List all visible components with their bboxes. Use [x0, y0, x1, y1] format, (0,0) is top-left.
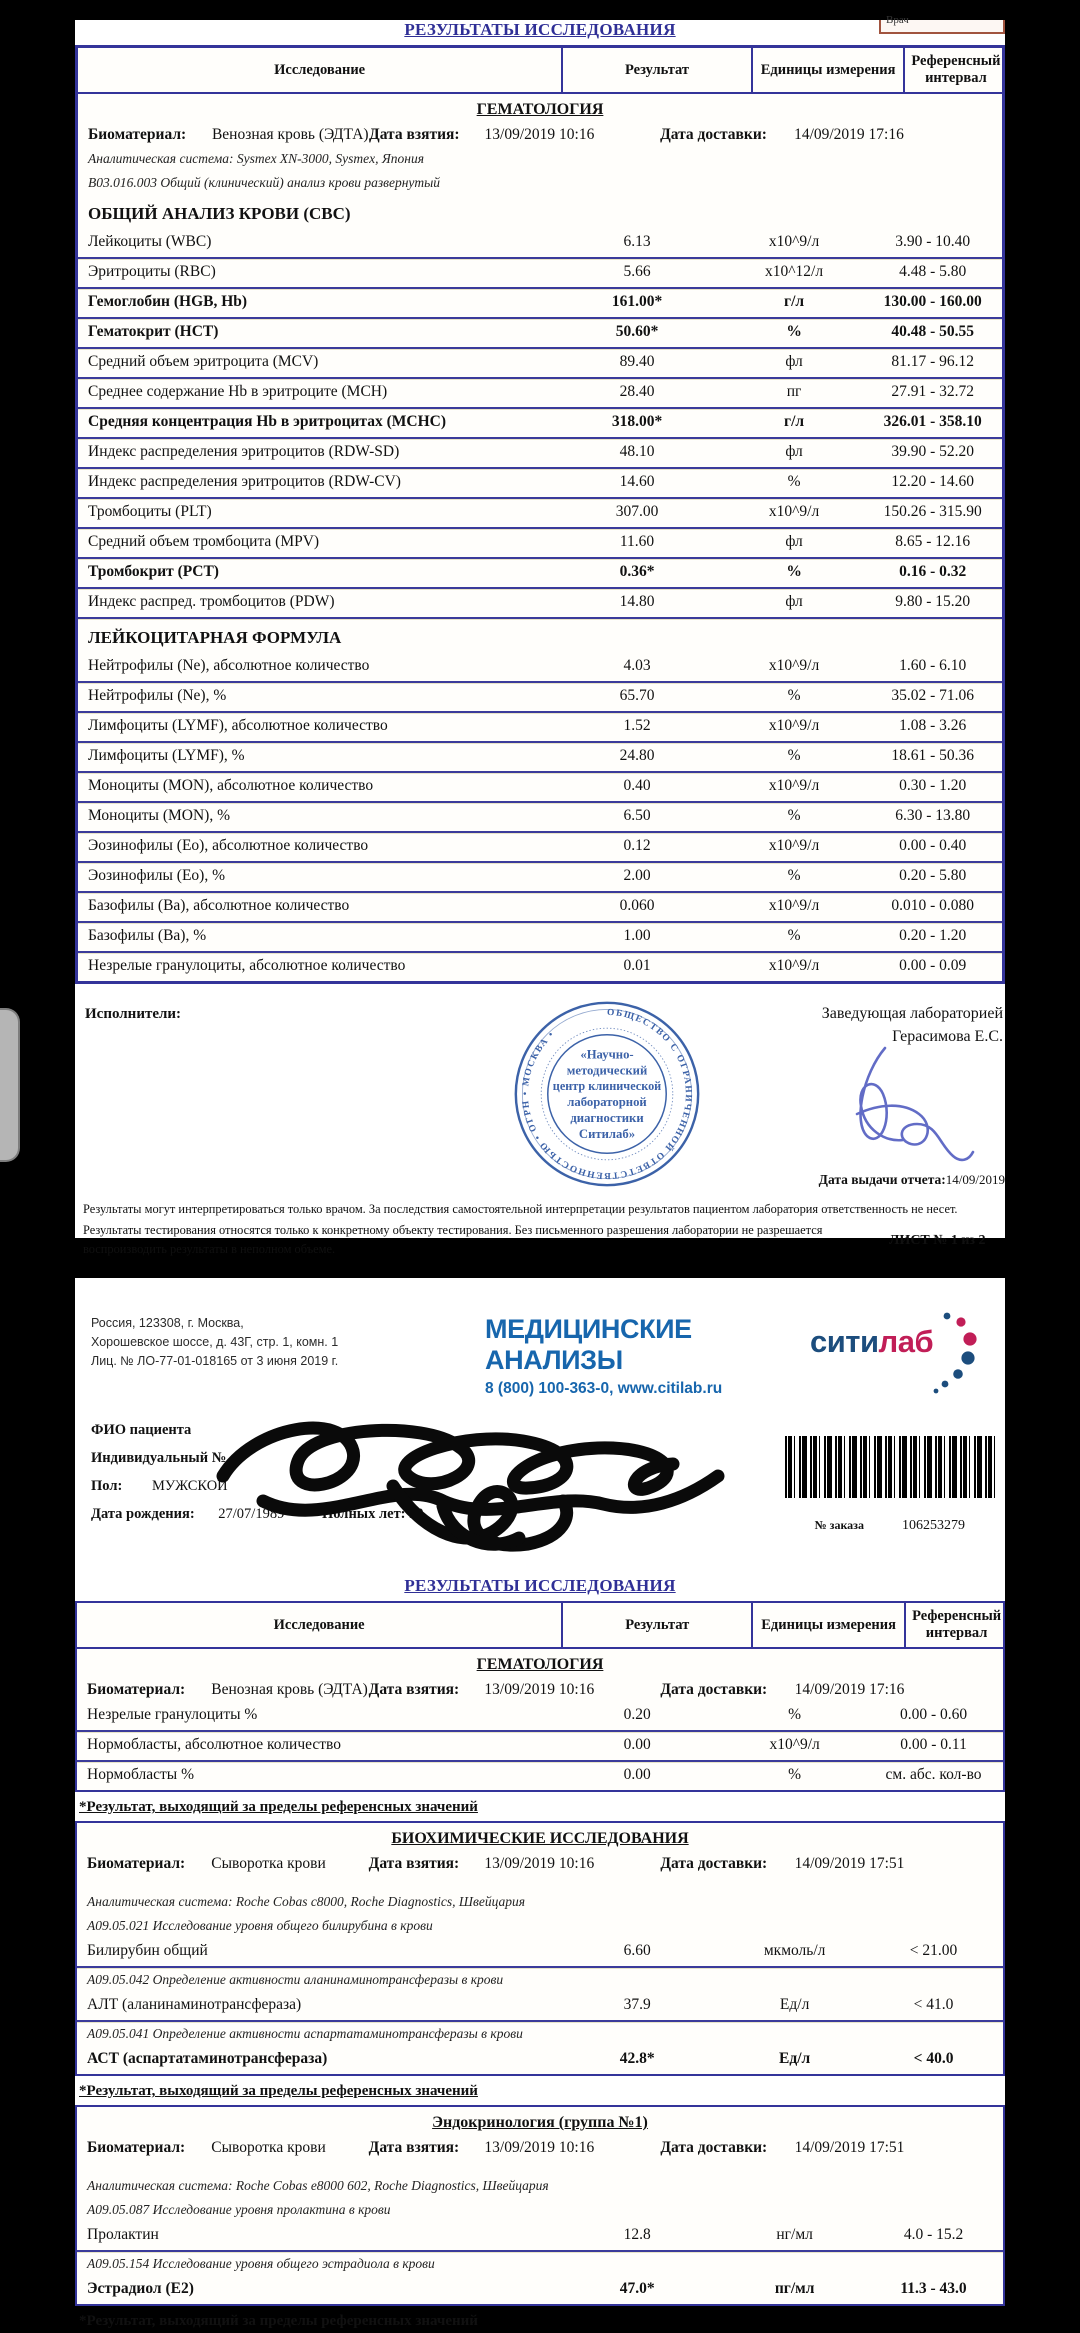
units-value: г/л — [784, 293, 805, 310]
units-value: х10^9/л — [768, 233, 820, 250]
section-header-row: ГЕМАТОЛОГИЯ — [476, 1656, 604, 1673]
method-note-row: А09.05.154 Исследование уровня общего эстрадиола в крови — [87, 2256, 435, 2271]
result-row — [78, 653, 1002, 683]
units-value: % — [788, 1766, 802, 1783]
analyte-name: Нормобласты % — [87, 1766, 194, 1783]
units-value: фл — [785, 533, 803, 550]
analyte-name: Тромбоциты (PLT) — [88, 503, 212, 520]
stamp-ring-text: ОБЩЕСТВО С ОГРАНИЧЕННОЙ ОТВЕТСТВЕННОСТЬЮ • ОГРН • МОСКВА • — [520, 1007, 693, 1180]
reference-interval: < 40.0 — [913, 2050, 954, 2067]
analyte-name: Индекс распределения эритроцитов (RDW-CV) — [88, 473, 401, 490]
reference-interval: 0.20 - 1.20 — [899, 927, 967, 944]
analyte-name: Эозинофилы (Eo), абсолютное количество — [88, 837, 369, 854]
result-row — [78, 499, 1002, 529]
reference-interval: 1.08 - 3.26 — [899, 717, 967, 734]
reference-interval: 40.48 - 50.55 — [891, 323, 975, 340]
result-value: 14.80 — [619, 593, 655, 610]
result-value: 318.00* — [611, 413, 663, 430]
analyte-name: Лимфоциты (LYMF), абсолютное количество — [88, 717, 388, 734]
reference-interval: 0.00 - 0.60 — [899, 1706, 968, 1723]
head-of-lab-title: Заведующая лабораторией — [821, 1005, 1003, 1022]
analyte-name: Индекс распред. тромбоцитов (PDW) — [88, 593, 335, 610]
units-value: Ед/л — [779, 2050, 811, 2067]
analyte-name: АСТ (аспартатаминотрансфераза) — [87, 2050, 328, 2067]
doctor-field-cutoff — [879, 14, 1005, 34]
result-row — [78, 379, 1002, 409]
order-barcode — [785, 1436, 997, 1498]
viewer-scroll-handle[interactable] — [0, 1008, 20, 1162]
reference-interval: 12.20 - 14.60 — [891, 473, 975, 490]
svg-text:ОБЩЕСТВО С ОГРАНИЧЕННОЙ ОТВЕТС — [521, 1008, 693, 1180]
result-row — [77, 2276, 1003, 2304]
result-value: 0.20 — [623, 1706, 651, 1723]
group-header-row: ЛЕЙКОЦИТАРНАЯ ФОРМУЛА — [88, 628, 342, 647]
reference-interval: 326.01 - 358.10 — [883, 413, 982, 430]
column-header: Единицы измерения — [751, 1603, 904, 1647]
report-date-value: 14/09/2019 — [945, 1172, 1005, 1187]
analyte-name: Моноциты (MON), абсолютное количество — [88, 777, 374, 794]
units-value: % — [786, 323, 802, 340]
result-value: 307.00 — [615, 503, 659, 520]
analyte-name: Билирубин общий — [87, 1942, 208, 1959]
reference-interval: 0.010 - 0.080 — [891, 897, 975, 914]
table-header-row — [78, 48, 1002, 94]
section-header-row: БИОХИМИЧЕСКИЕ ИССЛЕДОВАНИЯ — [391, 1830, 689, 1847]
analyte-name: Гематокрит (HCT) — [88, 323, 219, 340]
result-row — [78, 743, 1002, 773]
analyte-name: Лимфоциты (LYMF), % — [88, 747, 245, 764]
analyte-name: Эстрадиол (E2) — [87, 2280, 194, 2297]
result-row — [78, 349, 1002, 379]
analyte-name: Нейтрофилы (Ne), % — [88, 687, 227, 704]
analyte-name: АЛТ (аланинаминотрансфераза) — [87, 1996, 302, 2013]
units-value: х10^9/л — [769, 1736, 820, 1753]
result-row — [77, 1702, 1003, 1732]
analyte-name: Гемоглобин (HGB, Hb) — [88, 293, 248, 310]
reference-interval: 0.00 - 0.40 — [899, 837, 967, 854]
units-value: мкмоль/л — [763, 1942, 826, 1959]
stamp-line: лабораторной — [567, 1095, 647, 1110]
reference-interval: 11.3 - 43.0 — [900, 2280, 967, 2297]
result-row — [78, 713, 1002, 743]
lab-address — [75, 1314, 421, 1398]
head-of-lab-block — [822, 1002, 1003, 1048]
result-row — [78, 289, 1002, 319]
section-header-row: ГЕМАТОЛОГИЯ — [476, 101, 604, 118]
column-header: Исследование — [274, 61, 366, 78]
patient-birth-value: 27/07/1989 — [218, 1506, 285, 1522]
column-header: Референсный интервал — [903, 48, 1006, 92]
stamp-line: «Научно- — [580, 1047, 634, 1062]
column-header: Результат — [561, 1603, 751, 1647]
order-number-block — [815, 1518, 965, 1534]
analyte-name: Лейкоциты (WBC) — [88, 233, 212, 250]
result-value: 0.060 — [619, 897, 655, 914]
analyte-name: Эозинофилы (Eo), % — [88, 867, 226, 884]
result-value: 89.40 — [619, 353, 655, 370]
reference-interval: 81.17 - 96.12 — [891, 353, 975, 370]
method-note-row: В03.016.003 Общий (клинический) анализ крови развернутый — [88, 175, 441, 190]
address-line: Россия, 123308, г. Москва, — [91, 1316, 244, 1330]
reference-interval: см. абс. кол-во — [885, 1766, 982, 1783]
result-row — [78, 409, 1002, 439]
result-row — [78, 893, 1002, 923]
result-value: 65.70 — [619, 687, 655, 704]
address-line: Хорошевское шоссе, д. 43Г, стр. 1, комн. 1 — [91, 1334, 339, 1349]
reference-interval: 39.90 - 52.20 — [891, 443, 975, 460]
result-value: 1.52 — [623, 717, 651, 734]
stamp-line: диагностики — [570, 1111, 644, 1126]
result-row — [77, 1762, 1003, 1790]
results-table-biochemistry — [75, 1821, 1005, 2076]
analyte-name: Средний объем тромбоцита (MPV) — [88, 533, 320, 550]
order-number-value: 106253279 — [902, 1518, 965, 1533]
method-note-row: Аналитическая система: Sysmex XN-3000, Sysmex, Япония — [88, 151, 425, 166]
result-row — [78, 833, 1002, 863]
section-header-row: Эндокринология (группа №1) — [432, 2114, 648, 2131]
outlier-note: *Результат, выходящий за пределы референсных значений — [79, 2083, 478, 2099]
result-value: 47.0* — [619, 2280, 655, 2297]
footer-disclaimers — [75, 1200, 1005, 1260]
units-value: пг/мл — [774, 2280, 815, 2297]
analyte-name: Эритроциты (RBC) — [88, 263, 216, 280]
result-row — [78, 953, 1002, 981]
result-value: 161.00* — [611, 293, 663, 310]
result-value: 0.12 — [623, 837, 651, 854]
outlier-note: *Результат, выходящий за пределы референсных значений — [79, 1799, 478, 1815]
result-row — [78, 529, 1002, 559]
units-value: % — [786, 563, 802, 580]
units-value: х10^9/л — [768, 777, 820, 794]
letterhead — [75, 1278, 1005, 1398]
analyte-name: Пролактин — [87, 2226, 159, 2243]
result-row — [77, 1938, 1003, 1968]
method-note-row: А09.05.021 Исследование уровня общего билирубина в крови — [87, 1918, 433, 1933]
units-value: % — [787, 927, 801, 944]
results-title: РЕЗУЛЬТАТЫ ИССЛЕДОВАНИЯ — [404, 1576, 676, 1595]
stamp-line: Ситилаб» — [578, 1127, 636, 1142]
result-value: 5.66 — [623, 263, 651, 280]
report-page-1 — [75, 14, 1005, 1257]
result-row — [77, 2046, 1003, 2074]
result-row — [78, 229, 1002, 259]
result-row — [77, 1992, 1003, 2022]
analyte-name: Базофилы (Ba), % — [88, 927, 207, 944]
analyte-name: Моноциты (MON), % — [88, 807, 230, 824]
result-value: 28.40 — [619, 383, 655, 400]
result-value: 6.50 — [623, 807, 651, 824]
pdf-viewer-screen — [0, 14, 1080, 2329]
result-value: 42.8* — [619, 2050, 655, 2067]
result-row — [78, 439, 1002, 469]
lab-round-stamp — [513, 1000, 701, 1188]
reference-interval: 8.65 - 12.16 — [895, 533, 971, 550]
units-value: х10^12/л — [765, 263, 824, 280]
reference-interval: 9.80 - 15.20 — [895, 593, 971, 610]
patient-fio-label: ФИО пациента — [91, 1422, 192, 1438]
result-row — [77, 1732, 1003, 1762]
result-value: 48.10 — [619, 443, 655, 460]
units-value: фл — [785, 443, 803, 460]
method-note-row: А09.05.041 Определение активности аспартатаминотрансферазы в крови — [87, 2026, 523, 2041]
reference-interval: 0.00 - 0.09 — [899, 957, 967, 974]
method-note-row: Аналитическая система: Roche Cobas e8000 602, Roche Diagnostics, Швейцария — [87, 2178, 549, 2193]
column-header: Единицы измерения — [751, 48, 904, 92]
patient-id-label: Индивидуальный № — [91, 1450, 227, 1466]
analyte-name: Тромбокрит (PCT) — [88, 563, 219, 580]
result-value: 50.60* — [615, 323, 659, 340]
stamp-line: методический — [566, 1063, 648, 1078]
units-value: г/л — [784, 413, 805, 430]
brand-title: МЕДИЦИНСКИЕ АНАЛИЗЫ — [485, 1314, 692, 1375]
units-value: фл — [785, 593, 803, 610]
units-value: х10^9/л — [768, 717, 820, 734]
doctor-field-label: Врач — [886, 14, 909, 26]
brand-block — [421, 1314, 810, 1398]
method-note-row: Аналитическая система: Roche Cobas c8000, Roche Diagnostics, Швейцария — [87, 1894, 526, 1909]
reference-interval: 150.26 - 315.90 — [883, 503, 982, 520]
signature-stamp-block — [75, 1000, 1005, 1186]
result-row — [78, 773, 1002, 803]
reference-interval: 4.0 - 15.2 — [903, 2226, 964, 2243]
report-issue-date — [819, 1172, 1005, 1188]
head-of-lab-name: Герасимова Е.С. — [892, 1028, 1003, 1046]
analyte-name: Нейтрофилы (Ne), абсолютное количество — [88, 657, 370, 674]
analyte-name: Среднее содержание Hb в эритроците (MCH) — [88, 383, 388, 400]
analyte-name: Незрелые гранулоциты, абсолютное количество — [88, 957, 406, 974]
units-value: х10^9/л — [768, 897, 820, 914]
reference-interval: 3.90 - 10.40 — [895, 233, 971, 250]
biomaterial-row: Биоматериал: Сыворотка крови Дата взятия: 13/09/2019 10:16 Дата доставки: 14/09/2019 17:51 — [87, 2139, 905, 2156]
analyte-name: Незрелые гранулоциты % — [87, 1706, 258, 1723]
analyte-name: Средний объем эритроцита (MCV) — [88, 353, 319, 370]
results-title: РЕЗУЛЬТАТЫ ИССЛЕДОВАНИЯ — [404, 20, 676, 39]
outlier-note: *Результат, выходящий за пределы референсных значений — [79, 2313, 478, 2329]
analyte-name: Нормобласты, абсолютное количество — [87, 1736, 342, 1753]
units-value: пг — [786, 383, 802, 400]
result-row — [78, 923, 1002, 953]
stamp-line: центр клинической — [552, 1079, 662, 1094]
result-row — [78, 559, 1002, 589]
result-row — [78, 683, 1002, 713]
biomaterial-row: Биоматериал: Венозная кровь (ЭДТА) Дата взятия: 13/09/2019 10:16 Дата доставки: 14/09/2019 17:16 — [87, 1681, 905, 1698]
units-value: х10^9/л — [768, 837, 820, 854]
column-header: Результат — [561, 48, 751, 92]
units-value: % — [787, 687, 801, 704]
report-date-label: Дата выдачи отчета: — [818, 1172, 946, 1187]
result-row — [78, 863, 1002, 893]
group-header-row: ОБЩИЙ АНАЛИЗ КРОВИ (CBC) — [88, 204, 351, 223]
reference-interval: 0.20 - 5.80 — [899, 867, 967, 884]
result-value: 6.13 — [623, 233, 651, 250]
table-header-row — [77, 1603, 1003, 1649]
result-value: 11.60 — [619, 533, 655, 550]
column-header: Исследование — [273, 1616, 365, 1633]
address-line: Лиц. № ЛО-77-01-018165 от 3 июня 2019 г. — [91, 1353, 339, 1368]
units-value: фл — [785, 353, 803, 370]
result-row — [78, 589, 1002, 619]
result-value: 37.9 — [623, 1996, 651, 2013]
logo-part-lab: лаб — [878, 1324, 934, 1359]
units-value: % — [787, 807, 801, 824]
result-value: 0.40 — [623, 777, 651, 794]
report-page-2 — [75, 1278, 1005, 2329]
column-header: Референсный интервал — [904, 1603, 1007, 1647]
patient-birth-label: Дата рождения: — [91, 1506, 195, 1522]
redaction-scribble — [193, 1406, 753, 1556]
units-value: х10^9/л — [768, 957, 820, 974]
units-value: х10^9/л — [768, 503, 820, 520]
biomaterial-row: Биоматериал: Венозная кровь (ЭДТА) Дата взятия: 13/09/2019 10:16 Дата доставки: 14/09/2019 17:16 — [88, 126, 904, 143]
patient-age-label: Полных лет: 30 — [321, 1506, 424, 1522]
executors-label: Исполнители: — [85, 1006, 182, 1022]
results-table-hematology-cont — [75, 1601, 1005, 1792]
reference-interval: 4.48 - 5.80 — [899, 263, 967, 280]
results-table-endocrinology — [75, 2105, 1005, 2306]
reference-interval: < 21.00 — [909, 1942, 958, 1959]
units-value: % — [787, 747, 801, 764]
signature-scribble — [827, 1044, 977, 1166]
patient-sex-value: МУЖСКОЙ — [151, 1478, 228, 1494]
disclaimer-2: Результаты тестирования относятся только к конкретному объекту тестирования. Без письменного разрешения лаборатории не разрешается воспроизводить результаты в неполном объеме. — [83, 1223, 823, 1257]
result-value: 0.00 — [623, 1766, 651, 1783]
result-row — [78, 259, 1002, 289]
reference-interval: < 41.0 — [913, 1996, 954, 2013]
units-value: х10^9/л — [768, 657, 820, 674]
reference-interval: 6.30 - 13.80 — [895, 807, 971, 824]
units-value: нг/мл — [776, 2226, 813, 2243]
brand-contacts: 8 (800) 100-363-0, www.citilab.ru — [485, 1380, 723, 1397]
sheet-number-label: ЛИСТ № 1 из 2 — [889, 1232, 986, 1248]
reference-interval: 0.30 - 1.20 — [899, 777, 967, 794]
logo-dots-icon — [933, 1308, 979, 1400]
result-value: 0.00 — [623, 1736, 651, 1753]
units-value: % — [787, 473, 801, 490]
reference-interval: 35.02 - 71.06 — [891, 687, 975, 704]
method-note-row: А09.05.087 Исследование уровня пролактина в крови — [87, 2202, 391, 2217]
units-value: Ед/л — [779, 1996, 810, 2013]
result-value: 12.8 — [623, 2226, 651, 2243]
result-row — [78, 319, 1002, 349]
result-row — [78, 469, 1002, 499]
result-value: 24.80 — [619, 747, 655, 764]
result-value: 14.60 — [619, 473, 655, 490]
citilab-logo — [810, 1314, 1005, 1398]
logo-part-siti: сити — [810, 1324, 879, 1359]
result-value: 1.00 — [623, 927, 651, 944]
order-number-label: № заказа — [814, 1518, 864, 1532]
analyte-name: Индекс распределения эритроцитов (RDW-SD) — [88, 443, 400, 460]
result-value: 0.36* — [619, 563, 655, 580]
results-table-hematology — [75, 45, 1005, 984]
result-row — [77, 2222, 1003, 2252]
method-note-row: А09.05.042 Определение активности аланинаминотрансферазы в крови — [87, 1972, 504, 1987]
reference-interval: 27.91 - 32.72 — [891, 383, 975, 400]
patient-info-block — [75, 1422, 1005, 1574]
reference-interval: 130.00 - 160.00 — [883, 293, 982, 310]
result-value: 2.00 — [623, 867, 651, 884]
patient-sex-label: Пол: — [91, 1478, 123, 1494]
result-row — [78, 803, 1002, 833]
result-value: 0.01 — [623, 957, 651, 974]
analyte-name: Базофилы (Ba), абсолютное количество — [88, 897, 350, 914]
result-value: 4.03 — [623, 657, 651, 674]
disclaimer-1: Результаты могут интерпретироваться только врачом. За последствия самостоятельной интерпретации результатов пациентом лаборатория ответственность не несет. — [83, 1202, 958, 1216]
reference-interval: 18.61 - 50.36 — [891, 747, 975, 764]
reference-interval: 0.16 - 0.32 — [899, 563, 967, 580]
units-value: % — [787, 867, 801, 884]
biomaterial-row: Биоматериал: Сыворотка крови Дата взятия: 13/09/2019 10:16 Дата доставки: 14/09/2019 17:51 — [87, 1855, 905, 1872]
result-value: 6.60 — [623, 1942, 651, 1959]
reference-interval: 0.00 - 0.11 — [900, 1736, 967, 1753]
units-value: % — [788, 1706, 802, 1723]
reference-interval: 1.60 - 6.10 — [899, 657, 967, 674]
analyte-name: Средняя концентрация Hb в эритроцитах (MCHC) — [88, 413, 447, 430]
